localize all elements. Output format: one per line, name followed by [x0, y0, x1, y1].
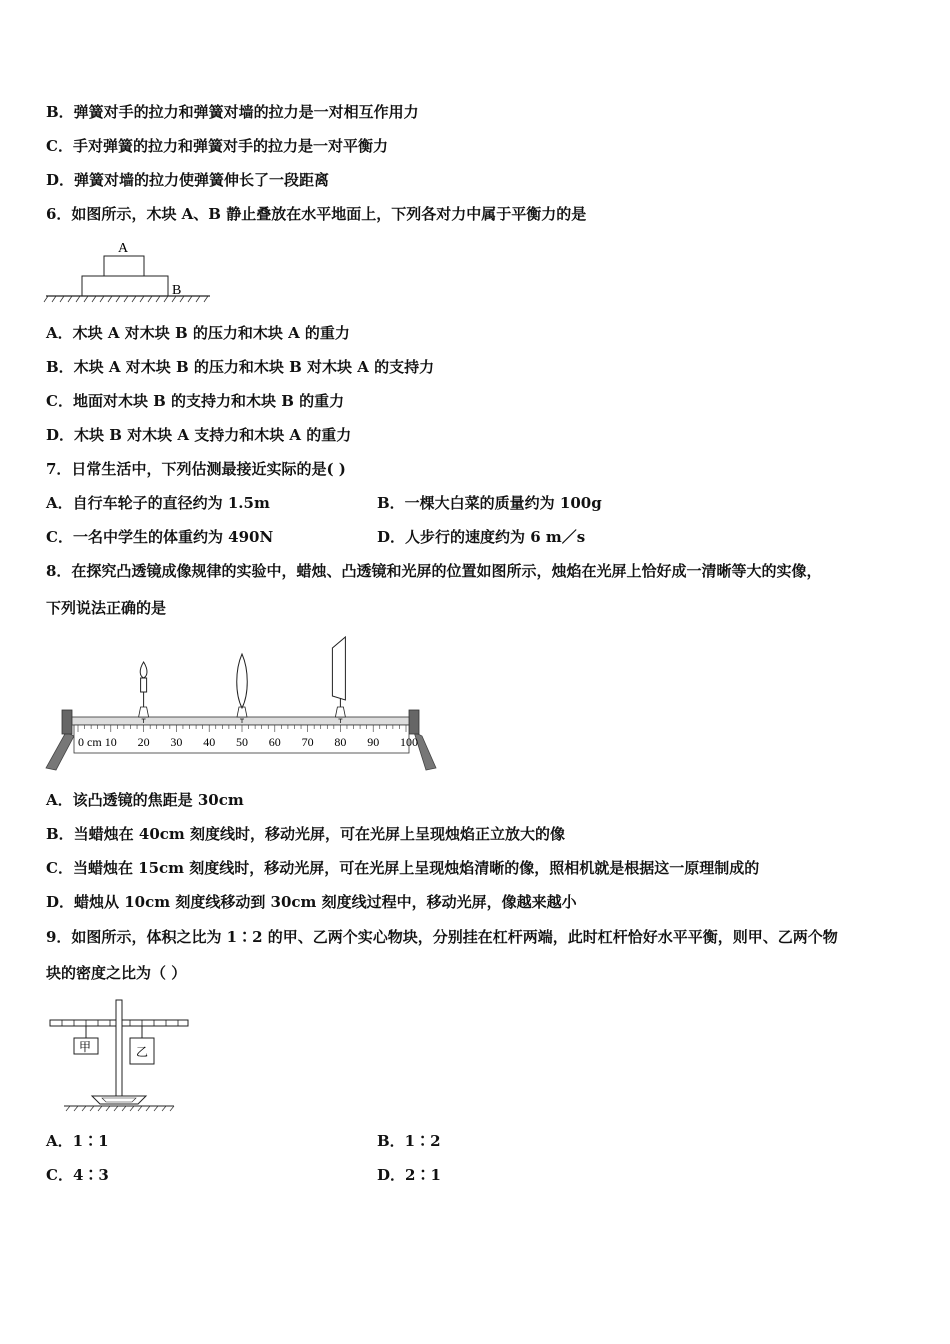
q6-stem: 6．如图所示，木块 A、B 静止叠放在水平地面上，下列各对力中属于平衡力的是 — [46, 205, 587, 223]
bench-tick-label-60: 60 — [268, 735, 281, 749]
q7-option-b: B．一棵大白菜的质量约为 100g — [377, 494, 602, 512]
q7-stem: 7．日常生活中，下列估测最接近实际的是( ) — [46, 460, 346, 478]
candle-flame — [140, 662, 147, 678]
lever-base — [92, 1096, 146, 1104]
q6-option-b: B．木块 A 对木块 B 的压力和木块 B 对木块 A 的支持力 — [46, 358, 435, 376]
q5-option-c: C．手对弹簧的拉力和弹簧对手的拉力是一对平衡力 — [46, 137, 388, 155]
q9-option-c: C．4∶3 — [46, 1166, 109, 1184]
q6-blocks-figure — [44, 238, 216, 304]
bench-tick-label-20: 20 — [137, 735, 150, 749]
label-yi: 乙 — [136, 1045, 149, 1059]
bench-left-leg — [46, 732, 74, 770]
q8-option-d: D．蜡烛从 10cm 刻度线移动到 30cm 刻度线过程中，移动光屏，像越来越小 — [46, 893, 577, 911]
bench-rail — [72, 717, 409, 725]
q9-option-b: B．1∶2 — [377, 1132, 441, 1150]
q6-option-d: D．木块 B 对木块 A 支持力和木块 A 的重力 — [46, 426, 352, 444]
q7-option-a: A．自行车轮子的直径约为 1.5m — [46, 494, 270, 512]
bench-tick-label-80: 80 — [334, 735, 347, 749]
bench-tick-label-70: 70 — [301, 735, 314, 749]
candle-body — [141, 678, 147, 692]
label-jia: 甲 — [79, 1040, 92, 1054]
block-b — [82, 276, 168, 296]
bench-right-clamp — [409, 710, 419, 734]
candle-holder-base — [139, 707, 149, 717]
lever-ground-hatching — [66, 1106, 174, 1111]
q8-option-a: A．该凸透镜的焦距是 30cm — [46, 791, 244, 809]
q8-option-b: B．当蜡烛在 40cm 刻度线时，移动光屏，可在光屏上呈现烛焰正立放大的像 — [46, 825, 566, 843]
q7-option-d: D．人步行的速度约为 6 m／s — [377, 528, 586, 546]
bench-tick-label-100: 100 — [400, 735, 418, 749]
q5-option-d: D．弹簧对墙的拉力使弹簧伸长了一段距离 — [46, 171, 330, 189]
bench-tick-label-30: 30 — [170, 735, 183, 749]
bench-apparatus — [139, 637, 346, 723]
light-screen — [332, 637, 345, 700]
q9-stem-line2: 块的密度之比为（ ） — [46, 964, 187, 982]
q8-option-c: C．当蜡烛在 15cm 刻度线时，移动光屏，可在光屏上呈现烛焰清晰的像，照相机就是根据这一原理制成的 — [46, 859, 760, 877]
bench-tick-label-0: 0 — [78, 735, 84, 749]
bench-tick-label-10: 10 — [104, 735, 117, 749]
q9-option-a: A．1∶1 — [46, 1132, 109, 1150]
q8-stem-line1: 8．在探究凸透镜成像规律的实验中，蜡烛、凸透镜和光屏的位置如图所示，烛焰在光屏上恰好成一清晰等大的实像， — [46, 562, 822, 580]
lever-pivot-post — [116, 1000, 122, 1096]
q9-option-d: D．2∶1 — [377, 1166, 441, 1184]
q7-option-c: C．一名中学生的体重约为 490N — [46, 528, 274, 546]
block-a — [104, 256, 144, 276]
q6-label-b: B — [172, 283, 182, 298]
convex-lens — [237, 654, 248, 708]
bench-tick-label-90: 90 — [367, 735, 380, 749]
bench-tick-label-40: 40 — [203, 735, 216, 749]
screen-holder-base — [335, 707, 345, 717]
q6-option-c: C．地面对木块 B 的支持力和木块 B 的重力 — [46, 392, 345, 410]
q9-stem-line1: 9．如图所示，体积之比为 1∶2 的甲、乙两个实心物块，分别挂在杠杆两端，此时杠杆恰好水平平衡，则甲、乙两个物 — [46, 928, 838, 946]
bench-tick-label-50: 50 — [236, 735, 248, 749]
bench-left-clamp — [62, 710, 72, 734]
optical-bench-figure — [44, 634, 440, 774]
ground-hatching — [44, 296, 208, 302]
bench-unit-label: cm — [87, 735, 102, 749]
q9-lever-figure — [46, 998, 192, 1114]
q6-label-a: A — [118, 241, 129, 256]
q8-stem-line2: 下列说法正确的是 — [46, 599, 167, 617]
q5-option-b: B．弹簧对手的拉力和弹簧对墙的拉力是一对相互作用力 — [46, 103, 419, 121]
q6-option-a: A．木块 A 对木块 B 的压力和木块 A 的重力 — [46, 324, 350, 342]
